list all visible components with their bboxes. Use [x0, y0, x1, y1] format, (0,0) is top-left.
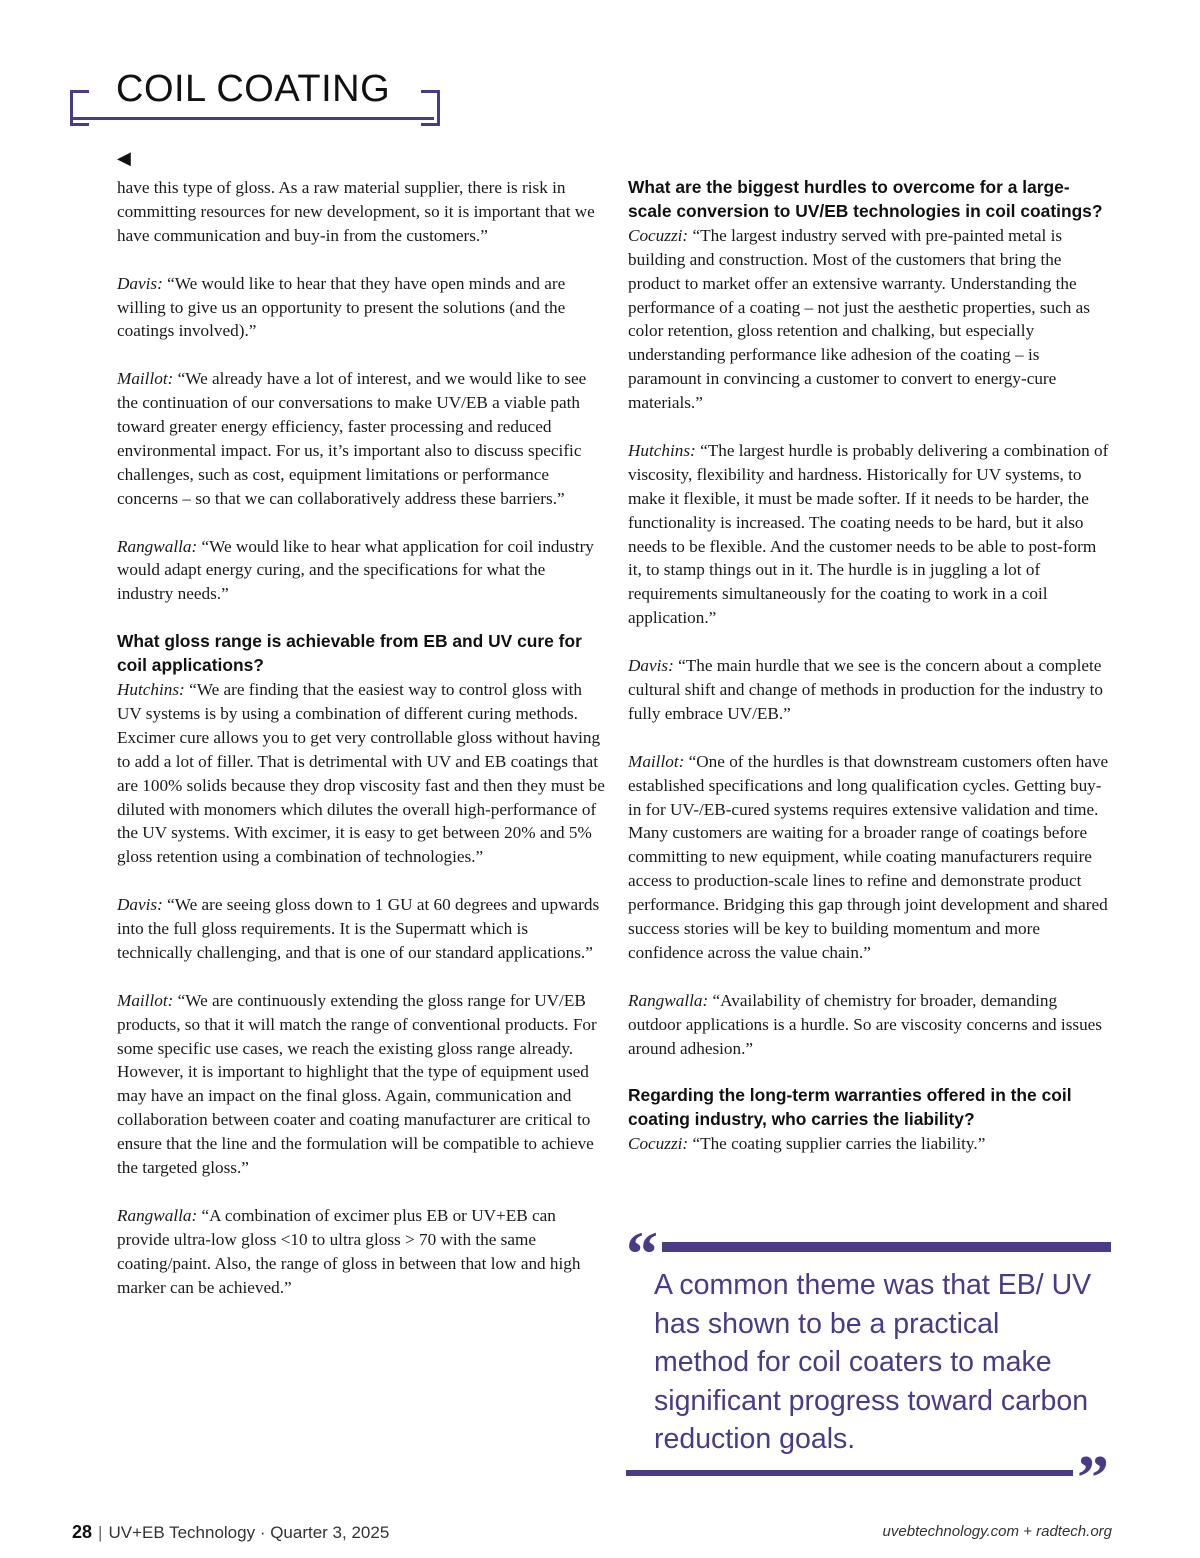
speaker-name: Cocuzzi:: [628, 225, 689, 245]
answer-paragraph: [628, 224, 1110, 415]
header-bracket-left: [70, 90, 89, 126]
footer-websites: uvebtechnology.com + radtech.org: [882, 1523, 1112, 1540]
answer-paragraph: [117, 272, 605, 344]
paragraph-text: “The largest hurdle is probably delivering a combination of viscosity, flexibility and hardness. Historically for UV systems, to make it flexible, it must be made softer. If it needs to be harder, the functionality is increased. The coating needs to be hard, but it also needs to be flexible. And the customer needs to be able to post-form it, to stamp things out in it. The hurdle is in juggling a lot of requirements simultaneously for the coating to work in a coil application.”: [628, 440, 1109, 628]
speaker-name: Davis:: [117, 273, 163, 293]
continued-arrow-icon: ◀: [117, 148, 131, 169]
paragraph-text: “We already have a lot of interest, and we would like to see the continuation of our conversations to make UV/EB a viable path toward greater energy efficiency, faster processing and reduced environmental impact. For us, it’s important also to discuss specific challenges, such as cost, equipment limitations or performance concerns – so that we can collaboratively address these barriers.”: [117, 369, 587, 508]
right-article-column: [628, 176, 1110, 1156]
page-number: 28: [72, 1522, 93, 1542]
answer-paragraph: [117, 989, 605, 1180]
paragraph-text: “We would like to hear that they have open minds and are willing to give us an opportunity to present the solutions (and the coatings involved).”: [117, 273, 566, 341]
answer-paragraph: [628, 989, 1110, 1061]
paragraph-text: “A combination of excimer plus EB or UV+EB can provide ultra-low gloss <10 to ultra gloss > 70 with the same coating/paint. Also, the range of gloss in between that low and high marker can be achieved.”: [117, 1205, 581, 1297]
question-heading: What gloss range is achievable from EB and UV cure for coil applications?: [117, 631, 582, 676]
paragraph-text: “The main hurdle that we see is the concern about a complete cultural shift and change of methods in production for the industry to fully embrace UV/EB.”: [628, 656, 1103, 723]
speaker-name: Maillot:: [117, 369, 174, 389]
section-title: COIL COATING: [116, 68, 391, 110]
qa-block: [628, 176, 1110, 415]
pull-quote: [626, 1218, 1116, 1513]
speaker-name: Davis:: [117, 895, 163, 915]
paragraph-text: “We are continuously extending the gloss range for UV/EB products, so that it will match the range of conventional products. For some specific use cases, we reach the existing gloss range already. However, it is important to highlight that the type of equipment used may have an impact on the final gloss. Again, communication and collaboration between coater and coating manufacturer are critical to ensure that the line and the formulation will be compatible to achieve the targeted gloss.”: [117, 990, 597, 1178]
paragraph-text: “The largest industry served with pre-painted metal is building and construction. Most of the customers that bring the product to market offer an extensive warranty. Understanding the performance of a coating – not just the aesthetic properties, such as color retention, gloss retention and chalking, but especially understanding performance like adhesion of the coating – is paramount in convincing a customer to convert to energy-cure materials.”: [628, 225, 1090, 413]
footer-separator: |: [98, 1523, 103, 1542]
header-bracket-bottom: [70, 117, 434, 120]
page-footer: [72, 1518, 1112, 1546]
left-article-column: [117, 176, 605, 1299]
answer-paragraph: [117, 1204, 605, 1300]
paragraph-text: “We are seeing gloss down to 1 GU at 60 degrees and upwards into the full gloss requirements. It is the Supermatt which is technically challenging, and that is one of our standard applications.”: [117, 895, 600, 962]
speaker-name: Davis:: [628, 656, 674, 676]
speaker-name: Maillot:: [117, 990, 174, 1010]
speaker-name: Maillot:: [628, 751, 685, 771]
close-quote-icon: ”: [1077, 1442, 1109, 1513]
paragraph-text: “We are finding that the easiest way to control gloss with UV systems is by using a combination of different curing methods. Excimer cure allows you to get very controllable gloss without having to add a lot of filler. That is detrimental with UV and EB coatings that are 100% solids because they drop viscosity fast and then they must be diluted with monomers which dilutes the overall high-performance of the UV systems. With excimer, it is easy to get between 20% and 5% gloss retention using a combination of technologies.”: [117, 679, 605, 867]
qa-block: [628, 1084, 1110, 1156]
pull-quote-top-rule: [662, 1242, 1111, 1252]
paragraph-text: “The coating supplier carries the liability.”: [692, 1134, 986, 1154]
speaker-name: Rangwalla:: [628, 990, 709, 1010]
pull-quote-bottom-rule: [626, 1470, 1073, 1476]
speaker-name: Rangwalla:: [117, 536, 198, 556]
answer-paragraph: [117, 535, 605, 607]
speaker-name: Hutchins:: [628, 440, 696, 460]
paragraph-text: “One of the hurdles is that downstream customers often have established specifications and long qualification cycles. Getting buy-in for UV-/EB-cured systems requires extensive validation and time. Many customers are waiting for a broader range of coatings before committing to new equipment, while coating manufacturers require access to production-scale lines to refine and demonstrate product performance. Bridging this gap through joint development and shared success stories will be key to building momentum and more confidence across the value chain.”: [628, 751, 1109, 962]
question-heading: Regarding the long-term warranties offered in the coil coating industry, who carries the liability?: [628, 1085, 1072, 1130]
speaker-name: Rangwalla:: [117, 1205, 198, 1225]
publication-name: UV+EB Technology · Quarter 3, 2025: [108, 1523, 390, 1542]
question-heading: What are the biggest hurdles to overcome for a large-scale conversion to UV/EB technologies in coil coatings?: [628, 177, 1103, 221]
answer-paragraph: [628, 439, 1110, 630]
answer-paragraph: [628, 750, 1110, 965]
speaker-name: Hutchins:: [117, 679, 185, 699]
paragraph-text: have this type of gloss. As a raw material supplier, there is risk in committing resources for new development, so it is important that we have communication and buy-in from the customers.”: [117, 178, 595, 245]
answer-paragraph: [117, 893, 605, 965]
section-header: [70, 66, 440, 126]
paragraph-text: “We would like to hear what application for coil industry would adapt energy curing, and the specifications for what the industry needs.”: [117, 536, 594, 604]
answer-paragraph: [117, 176, 605, 248]
header-bracket-right: [421, 90, 440, 126]
answer-paragraph: [628, 1132, 1110, 1156]
open-quote-icon: “: [626, 1218, 658, 1289]
speaker-name: Cocuzzi:: [628, 1134, 689, 1154]
pull-quote-text: A common theme was that EB/ UV has shown to be a practical method for coil coaters to make significant progress toward carbon reduction goals.: [654, 1269, 1092, 1455]
answer-paragraph: [628, 654, 1110, 726]
paragraph-text: “Availability of chemistry for broader, demanding outdoor applications is a hurdle. So are viscosity concerns and issues around adhesion.”: [628, 990, 1102, 1058]
qa-block: [117, 630, 605, 869]
answer-paragraph: [117, 367, 605, 510]
answer-paragraph: [117, 678, 605, 869]
